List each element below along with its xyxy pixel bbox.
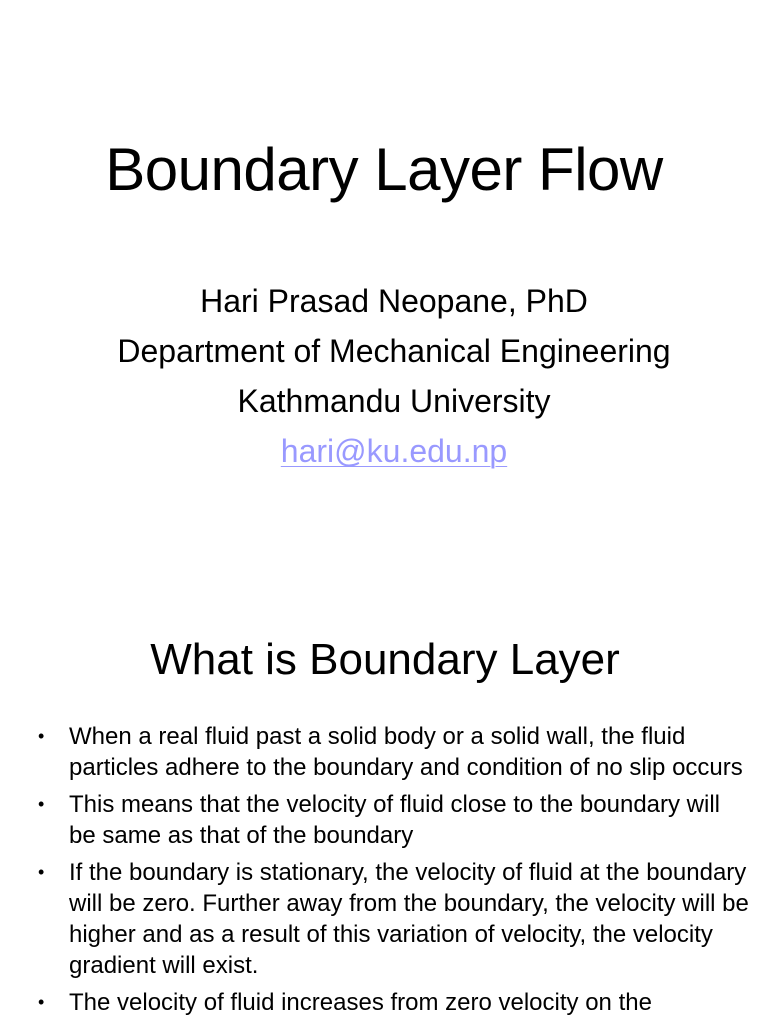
bullet-text: When a real fluid past a solid body or a solid wall, the fluid particles adhere to the boundary and condition of no slip occurs	[69, 723, 743, 781]
bullet-text: This means that the velocity of fluid close to the boundary will be same as that of the boundary	[69, 791, 720, 849]
author-info	[0, 276, 768, 476]
bullet-icon: •	[38, 794, 45, 814]
list-item	[36, 857, 752, 981]
bullet-list	[36, 721, 752, 1024]
email-link[interactable]: hari@ku.edu.np	[280, 433, 508, 469]
list-item	[36, 721, 752, 783]
department-name: Department of Mechanical Engineering	[117, 333, 671, 369]
bullet-icon: •	[38, 992, 45, 1012]
author-name: Hari Prasad Neopane, PhD	[200, 283, 588, 319]
content-slide	[0, 576, 768, 1024]
slide-title: Boundary Layer Flow	[105, 136, 663, 203]
bullet-text: The velocity of fluid increases from zero velocity on the	[69, 989, 652, 1016]
slide-title: What is Boundary Layer	[150, 635, 620, 684]
bullet-icon: •	[38, 726, 45, 746]
university-name: Kathmandu University	[237, 383, 551, 419]
bullet-text: If the boundary is stationary, the velocity of fluid at the boundary will be zero. Further away from the boundary, the velocity will be higher and as a result of this variation of velocity, the velocity gradient will exist.	[69, 859, 749, 979]
bullet-icon: •	[38, 862, 45, 882]
list-item	[36, 789, 752, 851]
list-item	[36, 987, 752, 1018]
